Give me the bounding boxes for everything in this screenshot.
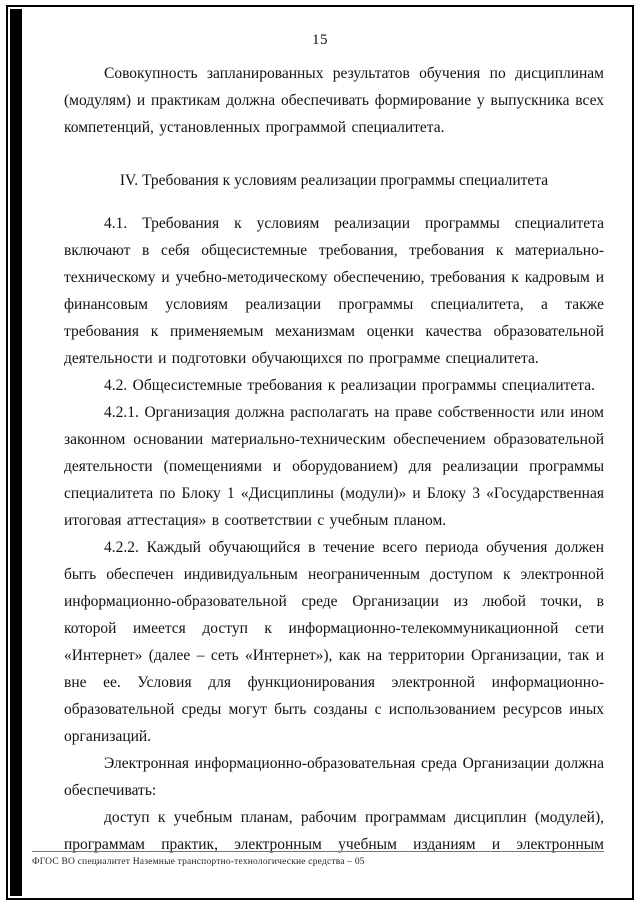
paragraph-4-2-1: 4.2.1. Организация должна располагать на праве собственности или ином законном основании материально-техническим обеспечением образовательной деятельности (помещениями и оборудованием) для реализации программы специалитета по Блоку 1 «Дисциплины (модули)» и Блоку 3 «Государственная итоговая аттестация» в соответствии с учебным планом. bbox=[64, 404, 604, 529]
paragraph-4-1: 4.1. Требования к условиям реализации программы специалитета включают в себя общесистемные требования, требования к материально-техническому и учебно-методическому обеспечению, требования к кадровым и финансовым условиям реализации программы специалитета, а также требования к применяемым механизмам оценки качества образовательной деятельности и подготовки обучающихся по программе специалитета. bbox=[64, 215, 604, 367]
paragraph-intro: Совокупность запланированных результатов обучения по дисциплинам (модулям) и практикам должна обеспечивать формирование у выпускника всех компетенций, установленных программой специалитета. bbox=[64, 65, 604, 136]
paragraph-eios: Электронная информационно-образовательная среда Организации должна обеспечивать: bbox=[64, 755, 604, 799]
paragraph-4-2-2: 4.2.2. Каждый обучающийся в течение всего периода обучения должен быть обеспечен индивидуальным неограниченным доступом к электронной информационно-образовательной среде Организации из любой точки, в которой имеется доступ к информационно-телекоммуникационной сети «Интернет» (далее – сеть «Интернет»), как на территории Организации, так и вне ее. Условия для функционирования электронной информационно-образовательной среды могут быть созданы с использованием ресурсов иных организаций. bbox=[64, 539, 604, 745]
binding-bar bbox=[10, 9, 22, 896]
section-heading: IV. Требования к условиям реализации программы специалитета bbox=[119, 172, 549, 189]
paragraph-4-2: 4.2. Общесистемные требования к реализации программы специалитета. bbox=[104, 377, 595, 394]
page-number: 15 bbox=[312, 32, 328, 48]
page-content bbox=[64, 60, 604, 858]
footer-divider bbox=[32, 851, 604, 852]
footer-text: ФГОС ВО специалитет Наземные транспортно-технологические средства – 05 bbox=[32, 857, 365, 867]
paragraph-access: доступ к учебным планам, рабочим программам дисциплин (модулей), программам практик, электронным учебным изданиям и электронным bbox=[64, 809, 604, 853]
page-footer bbox=[32, 851, 604, 867]
